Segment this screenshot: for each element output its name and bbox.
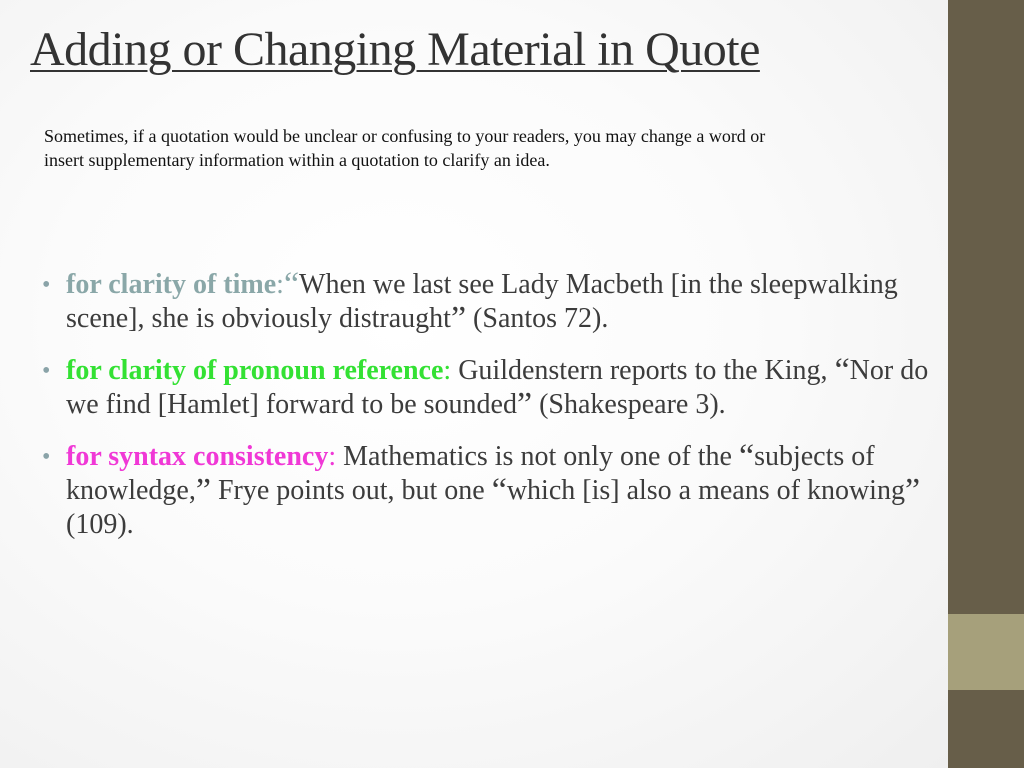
bullet-citation: (Shakespeare 3). <box>532 389 726 420</box>
open-quote-mark: “ <box>491 472 507 509</box>
intro-paragraph: Sometimes, if a quotation would be unclear or confusing to your readers, you may change a word or insert supplementary information within a quotation to clarify an idea. <box>44 126 766 170</box>
close-quote-mark: ” <box>904 472 921 509</box>
bullet-marker: • <box>42 358 51 384</box>
bullet-colon: : <box>328 441 337 472</box>
bullet-list <box>40 268 940 560</box>
bullet-clarity-of-pronoun <box>40 354 940 422</box>
bullet-keyword: for syntax consistency <box>66 441 329 472</box>
bullet-marker: • <box>42 444 51 470</box>
bullet-lead-text: Mathematics is not only one of the <box>336 441 739 472</box>
open-quote-mark: “ <box>738 438 755 475</box>
bullet-quote-text: which [is] also a means of knowing <box>506 475 905 506</box>
bullet-colon: : <box>276 269 284 300</box>
open-quote-mark: “ <box>834 352 850 389</box>
bullet-middle-text: Frye points out, but one <box>210 475 492 506</box>
bullet-keyword: for clarity of pronoun reference <box>66 355 444 386</box>
bullet-colon: : <box>443 355 452 386</box>
bullet-keyword: for clarity of time <box>66 269 277 300</box>
bullet-citation: (Santos 72). <box>466 303 609 334</box>
bullet-syntax-consistency <box>40 440 940 542</box>
bullet-quote-text: When we last see Lady Macbeth [in the sleepwalking scene], she is obviously distraught <box>66 269 898 334</box>
bullet-clarity-of-time <box>40 268 940 336</box>
side-accent-decoration <box>948 614 1024 690</box>
bullet-quote-text: subjects of knowledge, <box>66 441 875 506</box>
close-quote-mark: ” <box>516 386 533 423</box>
close-quote-mark: ” <box>195 472 211 509</box>
bullet-quote-text: Nor do we find [Hamlet] forward to be sounded <box>66 355 929 420</box>
slide-title: Adding or Changing Material in Quote <box>30 23 760 76</box>
bullet-lead-text: Guildenstern reports to the King, <box>451 355 835 386</box>
bullet-citation: (109). <box>66 509 134 540</box>
bullet-marker: • <box>42 272 51 298</box>
close-quote-mark: ” <box>450 300 467 337</box>
open-quote-mark: “ <box>283 266 300 303</box>
